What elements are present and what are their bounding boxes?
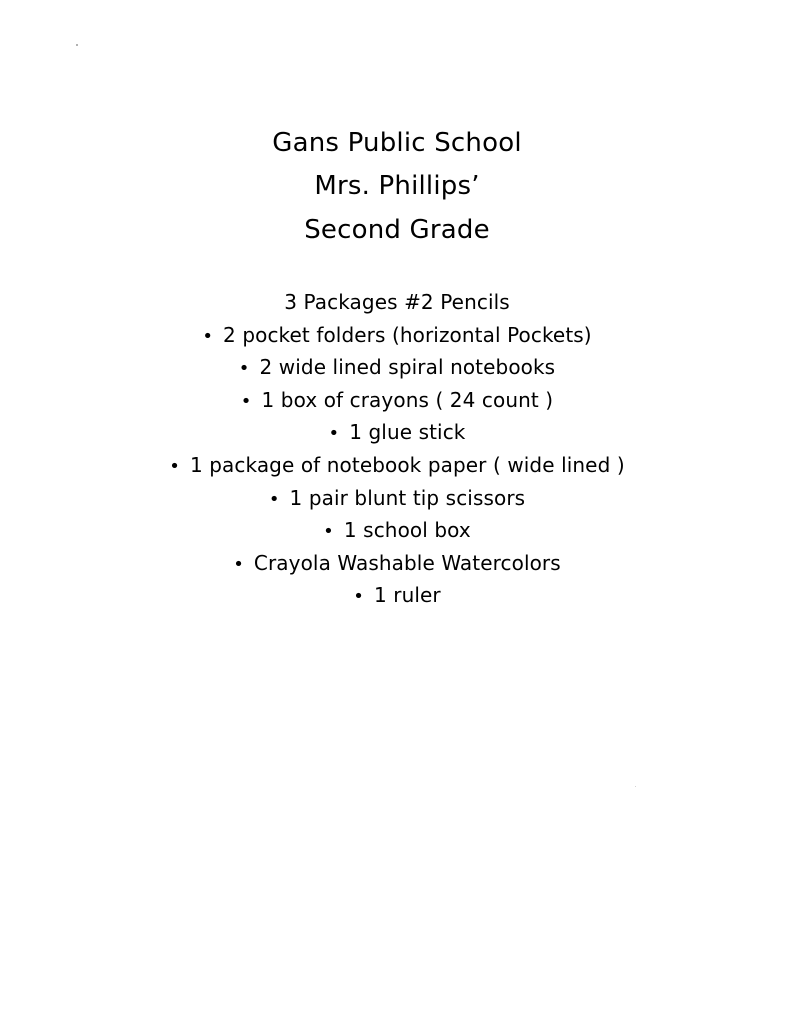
bullet-icon: • [268,488,280,510]
supply-item [0,319,794,352]
supply-item-text: 1 package of notebook paper ( wide lined ) [189,452,625,477]
supply-item [0,286,794,319]
supply-item-text: Crayola Washable Watercolors [253,550,561,575]
bullet-icon: • [238,358,250,380]
supply-item [0,579,794,612]
bullet-icon: • [233,553,244,575]
scan-speck [635,786,636,787]
supply-item-text: 1 glue stick [349,420,466,445]
bullet-icon: • [240,390,252,412]
supply-item-text: 3 Packages #2 Pencils [284,290,510,314]
bullet-icon: • [353,586,364,608]
bullet-icon: • [169,455,180,477]
supply-list [0,286,794,612]
school-name: Gans Public School [272,128,522,158]
bullet-icon: • [323,521,334,543]
supply-item [0,482,794,515]
supply-item [0,547,794,580]
bullet-icon: • [202,325,214,347]
supply-item [0,449,794,482]
supply-item [0,351,794,384]
supply-item [0,384,794,417]
supply-item [0,514,794,547]
scan-speck [76,44,78,46]
supply-item-text: 2 wide lined spiral notebooks [259,355,556,380]
bullet-icon: • [328,423,340,445]
grade-level: Second Grade [304,215,490,245]
supply-item-text: 1 pair blunt tip scissors [289,485,526,510]
supply-item [0,416,794,449]
supply-item-text: 1 box of crayons ( 24 count ) [261,387,554,412]
supply-item-text: 2 pocket folders (horizontal Pockets) [223,322,592,347]
supply-item-text: 1 ruler [373,583,441,608]
teacher-name: Mrs. Phillips’ [314,171,480,201]
supply-item-text: 1 school box [343,518,471,543]
